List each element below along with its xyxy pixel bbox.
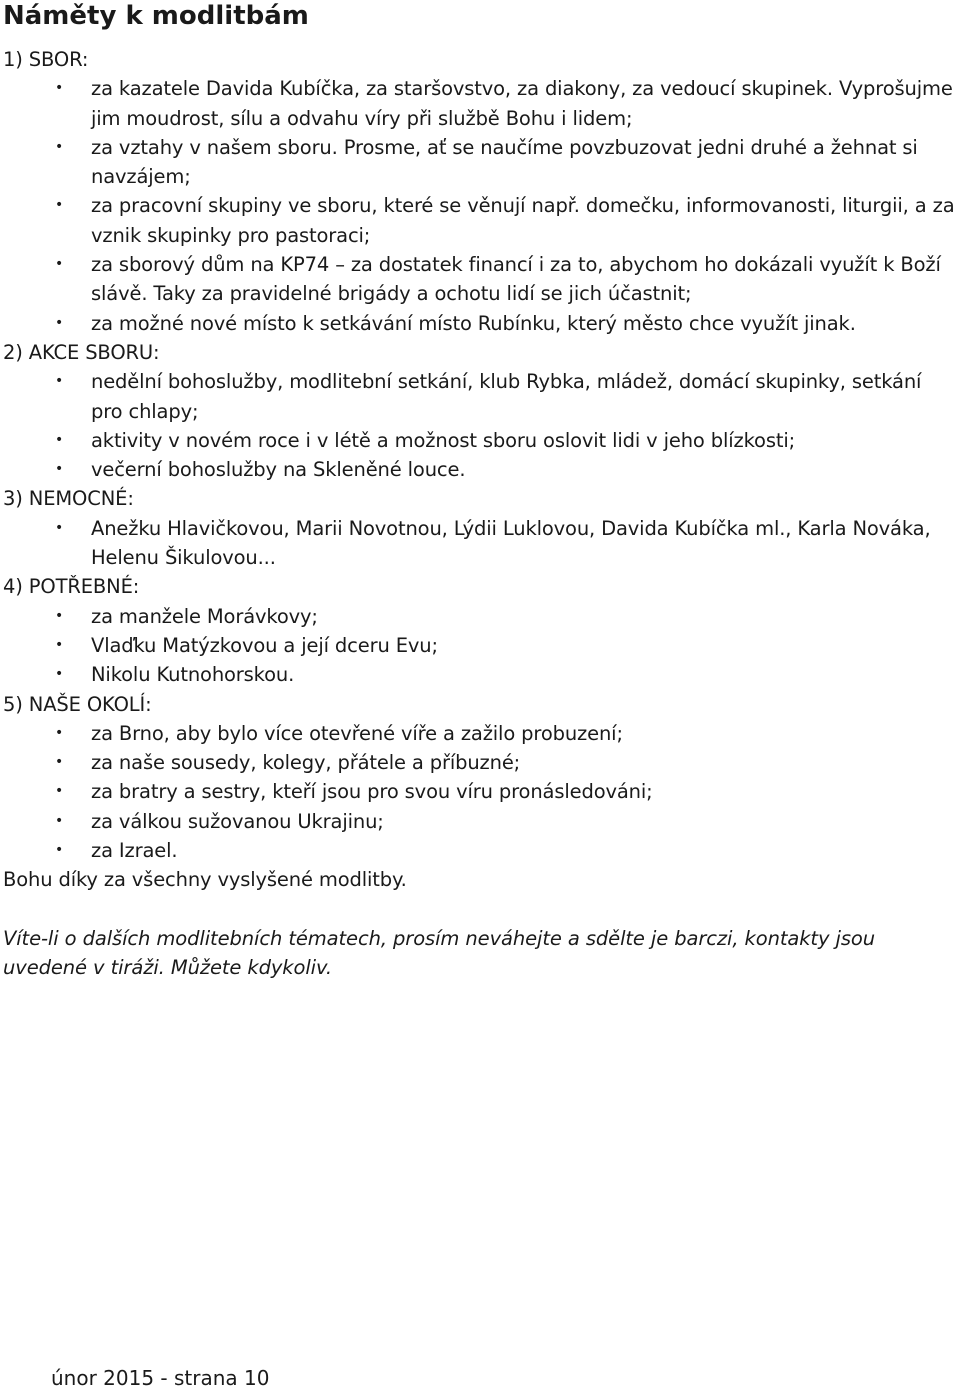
bullet-icon: • [54, 724, 64, 741]
list-item-text: za možné nové místo k setkávání místo Rubínku, který město chce využít jinak. [91, 311, 856, 335]
list-item [3, 250, 958, 309]
bullet-icon: • [54, 80, 64, 97]
list-item [3, 660, 958, 689]
bullet-icon: • [54, 636, 64, 653]
bullet-icon: • [54, 812, 64, 829]
list-item-text: Anežku Hlavičkovou, Marii Novotnou, Lýdii Luklovou, Davida Kubíčka ml., Karla Nováka, Helenu Šikulovou... [91, 516, 931, 570]
bullet-icon: • [54, 754, 64, 771]
topic-list [3, 514, 958, 573]
list-item-text: aktivity v novém roce i v létě a možnost sboru oslovit lidi v jeho blízkosti; [91, 428, 796, 452]
section-heading: 2) AKCE SBORU: [3, 340, 160, 364]
bullet-icon: • [54, 138, 64, 155]
list-item-text: za pracovní skupiny ve sboru, které se věnují např. domečku, informovanosti, liturgii, a za vznik skupinky pro pastoraci; [91, 194, 955, 247]
page-title: Náměty k modlitbám [3, 1, 309, 31]
list-item [3, 367, 958, 426]
list-item [3, 191, 958, 250]
list-item [3, 426, 958, 455]
list-item-text: večerní bohoslužby na Skleněné louce. [91, 458, 466, 482]
thanks-line: Bohu díky za všechny vyslyšené modlitby. [3, 868, 407, 892]
list-item [3, 455, 958, 484]
bullet-icon: • [54, 607, 64, 624]
bullet-icon: • [54, 373, 64, 390]
page-footer: únor 2015 - strana 10 [51, 1366, 270, 1390]
section-potrebne [3, 572, 958, 689]
list-item [3, 836, 958, 865]
section-heading: 5) NAŠE OKOLÍ: [3, 692, 152, 716]
contact-note: Víte-li o dalších modlitebních tématech, prosím neváhejte a sdělte je barczi, kontakty jsou uvedené v tiráži. Můžete kdykoliv. [3, 926, 875, 979]
bullet-icon: • [54, 461, 64, 478]
topic-list [3, 74, 958, 338]
list-item-text: Nikolu Kutnohorskou. [91, 663, 295, 687]
topic-list [3, 719, 958, 865]
list-item-text: za manžele Morávkovy; [91, 604, 318, 628]
list-item-text: za vztahy v našem sboru. Prosme, ať se naučíme povzbuzovat jedni druhé a žehnat si navzájem; [91, 135, 918, 189]
bullet-icon: • [54, 256, 64, 273]
list-item [3, 309, 958, 338]
list-item [3, 514, 958, 573]
bullet-icon: • [54, 842, 64, 859]
list-item [3, 631, 958, 660]
bullet-icon: • [54, 519, 64, 536]
list-item [3, 777, 958, 806]
list-item-text: za Brno, aby bylo více otevřené víře a zažilo probuzení; [91, 721, 623, 745]
list-item-text: za bratry a sestry, kteří jsou pro svou víru pronásledováni; [91, 780, 653, 804]
list-item [3, 807, 958, 836]
list-item [3, 602, 958, 631]
list-item-text: Vlaďku Matýzkovou a její dceru Evu; [91, 633, 438, 657]
section-nemocne [3, 484, 958, 572]
topic-list [3, 367, 958, 484]
bullet-icon: • [54, 666, 64, 683]
list-item [3, 748, 958, 777]
list-item-text: za naše sousedy, kolegy, přátele a příbuzné; [91, 751, 521, 775]
section-heading: 1) SBOR: [3, 48, 89, 71]
bullet-icon: • [54, 314, 64, 331]
section-nase-okoli [3, 690, 958, 866]
topic-list [3, 602, 958, 690]
list-item [3, 74, 958, 133]
prayer-topics [3, 45, 958, 982]
list-item [3, 719, 958, 748]
list-item-text: za sborový dům na KP74 – za dostatek financí i za to, abychom ho dokázali využít k Boží slávě. Taky za pravidelné brigády a ochotu lidí se jich účastnit; [91, 253, 941, 306]
section-heading: 4) POTŘEBNÉ: [3, 575, 140, 599]
list-item [3, 133, 958, 192]
list-item-text: za Izrael. [91, 839, 178, 863]
list-item-text: za kazatele Davida Kubíčka, za staršovstvo, za diakony, za vedoucí skupinek. Vyprošujme jim moudrost, sílu a odvahu víry při službě Bohu i lidem; [91, 77, 953, 130]
section-sbor [3, 45, 958, 338]
list-item-text: nedělní bohoslužby, modlitební setkání, klub Rybka, mládež, domácí skupinky, setkání pro chlapy; [91, 370, 922, 423]
section-akce-sboru [3, 338, 958, 484]
bullet-icon: • [54, 197, 64, 214]
section-heading: 3) NEMOCNÉ: [3, 487, 134, 511]
bullet-icon: • [54, 431, 64, 448]
list-item-text: za válkou sužovanou Ukrajinu; [91, 809, 384, 833]
bullet-icon: • [54, 783, 64, 800]
